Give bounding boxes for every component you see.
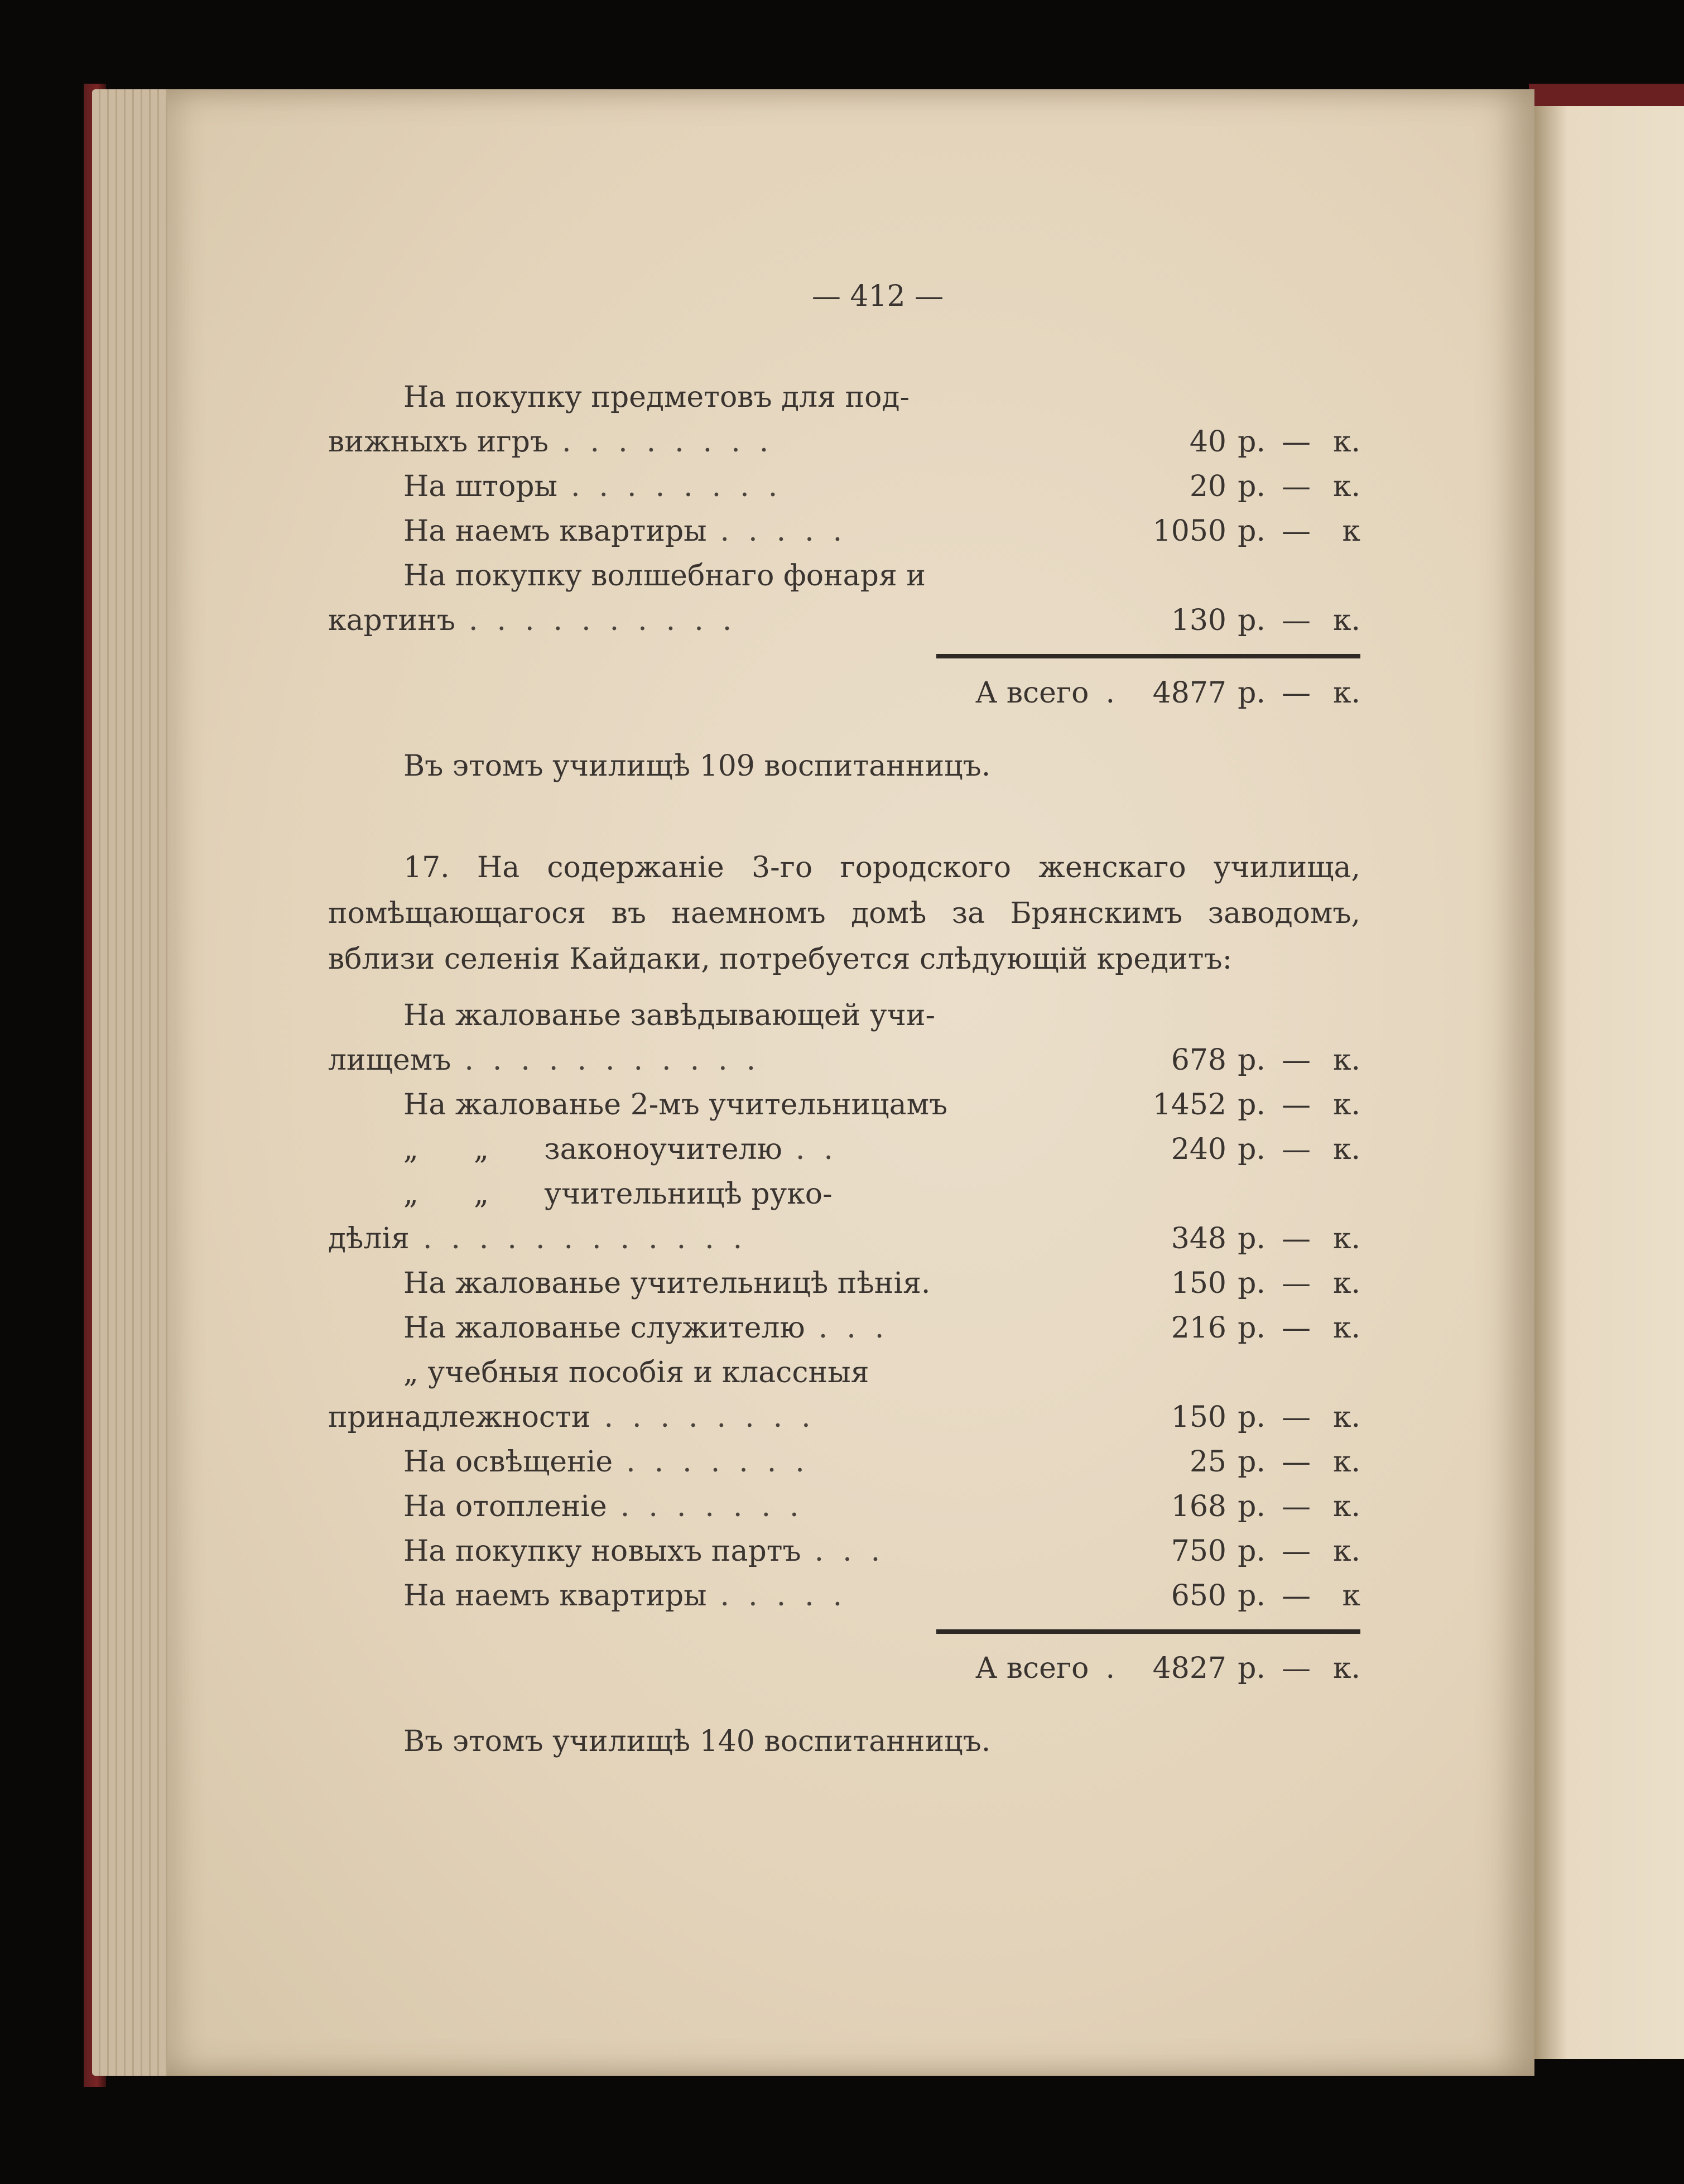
- pupil-count-note: Въ этомъ училищѣ 109 воспитанницъ.: [403, 749, 991, 783]
- kopeks-unit: к.: [1332, 1401, 1360, 1434]
- dot-leader: .....: [720, 514, 862, 548]
- rubles-unit: р.: [1238, 1534, 1266, 1568]
- kopeks-unit: к.: [1332, 1133, 1360, 1166]
- item-line1: „ „ учительницѣ руко-: [403, 1177, 833, 1211]
- line-item: [328, 1038, 1360, 1083]
- line-item: [328, 1529, 1360, 1574]
- total-dot: .: [1105, 1652, 1115, 1685]
- kopeks-dash: —: [1282, 1445, 1311, 1479]
- item-amount: 1050: [1152, 514, 1226, 548]
- rubles-unit: р.: [1238, 604, 1266, 637]
- item-label: лищемъ: [328, 1043, 451, 1077]
- kopeks-dash: —: [1282, 1534, 1311, 1568]
- dot-leader: ............: [422, 1222, 762, 1255]
- line-item: [328, 1261, 1360, 1306]
- kopeks-dash: —: [1282, 1267, 1311, 1300]
- kopeks-unit: к: [1342, 1579, 1360, 1613]
- item-amount: 150: [1171, 1401, 1226, 1434]
- kopeks-unit: к.: [1332, 1490, 1360, 1523]
- dot-leader: ...........: [464, 1043, 775, 1077]
- kopeks-unit: к.: [1332, 470, 1360, 503]
- section-b-items: [328, 993, 1360, 1618]
- item-label: принадлежности: [328, 1401, 591, 1434]
- rubles-unit: р.: [1238, 1490, 1266, 1523]
- section-a-items: [328, 375, 1360, 643]
- kopeks-unit: к.: [1332, 1652, 1360, 1685]
- section-intro: 17. На содержаніе 3-го городского женскаго училища, помѣщающагося въ наемномъ домѣ за Брянскимъ заводомъ, вблизи селенія Кайдаки, потребуется слѣдующій кредитъ:: [328, 851, 1360, 976]
- dot-leader: ..........: [468, 604, 751, 637]
- total-amount: 4827: [1152, 1652, 1226, 1685]
- kopeks-unit: к.: [1332, 425, 1360, 459]
- dot-leader: ...: [814, 1534, 899, 1568]
- item-label: вижныхъ игръ: [328, 425, 549, 459]
- item-label: „ „ законоучителю: [403, 1133, 782, 1166]
- line-item: [328, 1127, 1360, 1172]
- dot-leader: ........: [604, 1401, 830, 1434]
- line-item: [328, 1440, 1360, 1484]
- kopeks-unit: к.: [1332, 604, 1360, 637]
- kopeks-dash: —: [1282, 470, 1311, 503]
- rubles-unit: р.: [1238, 1579, 1266, 1613]
- kopeks-dash: —: [1282, 604, 1311, 637]
- kopeks-dash: —: [1282, 1579, 1311, 1613]
- item-amount: 348: [1171, 1222, 1226, 1255]
- rubles-unit: р.: [1238, 1652, 1266, 1685]
- page-number: — 412 —: [811, 280, 944, 313]
- sum-rule: [328, 1618, 1360, 1646]
- item-amount: 750: [1171, 1534, 1226, 1568]
- item-label: На наемъ квартиры: [403, 514, 707, 548]
- kopeks-unit: к.: [1332, 1043, 1360, 1077]
- total-label: А всего: [975, 676, 1089, 710]
- rubles-unit: р.: [1238, 514, 1266, 548]
- kopeks-dash: —: [1282, 1222, 1311, 1255]
- rubles-unit: р.: [1238, 425, 1266, 459]
- line-item: [328, 1083, 1360, 1127]
- kopeks-dash: —: [1282, 1311, 1311, 1345]
- kopeks-dash: —: [1282, 1043, 1311, 1077]
- line-item: [328, 464, 1360, 509]
- dot-leader: ...: [818, 1311, 903, 1345]
- kopeks-unit: к.: [1332, 1311, 1360, 1345]
- kopeks-dash: —: [1282, 425, 1311, 459]
- item-label: На шторы: [403, 470, 557, 503]
- page-text: [328, 273, 1360, 1764]
- total-row: [328, 671, 1360, 715]
- total-dot: .: [1105, 676, 1115, 710]
- line-item: [328, 1484, 1360, 1529]
- kopeks-unit: к.: [1332, 676, 1360, 710]
- line-item: [328, 1216, 1360, 1261]
- item-label: На покупку новыхъ партъ: [403, 1534, 801, 1568]
- kopeks-dash: —: [1282, 1133, 1311, 1166]
- kopeks-unit: к.: [1332, 1534, 1360, 1568]
- item-label: На жалованье учительницѣ пѣнія.: [403, 1267, 931, 1300]
- item-label: картинъ: [328, 604, 455, 637]
- dot-leader: .......: [626, 1445, 824, 1479]
- rubles-unit: р.: [1238, 1267, 1266, 1300]
- kopeks-dash: —: [1282, 1401, 1311, 1434]
- rubles-unit: р.: [1238, 1401, 1266, 1434]
- total-label: А всего: [975, 1652, 1089, 1685]
- kopeks-unit: к.: [1332, 1222, 1360, 1255]
- line-item: [328, 420, 1360, 464]
- item-label: На жалованье служителю: [403, 1311, 805, 1345]
- rubles-unit: р.: [1238, 1043, 1266, 1077]
- line-item: [328, 598, 1360, 643]
- rubles-unit: р.: [1238, 1222, 1266, 1255]
- dot-leader: ........: [570, 470, 797, 503]
- rubles-unit: р.: [1238, 1445, 1266, 1479]
- dot-leader: ..: [795, 1133, 852, 1166]
- item-label: дѣлія: [328, 1222, 410, 1255]
- item-amount: 150: [1171, 1267, 1226, 1300]
- item-amount: 678: [1171, 1043, 1226, 1077]
- total-row: [328, 1646, 1360, 1691]
- line-item: [328, 509, 1360, 554]
- pupil-count-note: Въ этомъ училищѣ 140 воспитанницъ.: [403, 1725, 991, 1758]
- item-amount: 25: [1189, 1445, 1226, 1479]
- rubles-unit: р.: [1238, 1133, 1266, 1166]
- rubles-unit: р.: [1238, 676, 1266, 710]
- kopeks-unit: к: [1342, 514, 1360, 548]
- item-label: На наемъ квартиры: [403, 1579, 707, 1613]
- item-label: На отопленіе: [403, 1490, 607, 1523]
- total-amount: 4877: [1152, 676, 1226, 710]
- rubles-unit: р.: [1238, 470, 1266, 503]
- item-line1: „ учебныя пособія и классныя: [403, 1356, 869, 1389]
- item-amount: 130: [1171, 604, 1226, 637]
- item-amount: 1452: [1152, 1088, 1226, 1122]
- kopeks-unit: к.: [1332, 1445, 1360, 1479]
- kopeks-unit: к.: [1332, 1267, 1360, 1300]
- item-amount: 216: [1171, 1311, 1226, 1345]
- line-item: [328, 1395, 1360, 1440]
- kopeks-unit: к.: [1332, 1088, 1360, 1122]
- kopeks-dash: —: [1282, 514, 1311, 548]
- item-label: На жалованье 2-мъ учительницамъ: [403, 1088, 948, 1122]
- item-amount: 650: [1171, 1579, 1226, 1613]
- item-line1: На жалованье завѣдывающей учи-: [403, 999, 936, 1032]
- rubles-unit: р.: [1238, 1311, 1266, 1345]
- rubles-unit: р.: [1238, 1088, 1266, 1122]
- item-amount: 168: [1171, 1490, 1226, 1523]
- item-amount: 20: [1189, 470, 1226, 503]
- dot-leader: .......: [620, 1490, 818, 1523]
- item-amount: 40: [1189, 425, 1226, 459]
- dot-leader: .....: [720, 1579, 862, 1613]
- line-item: [328, 1574, 1360, 1618]
- facing-page: [1534, 106, 1684, 2059]
- kopeks-dash: —: [1282, 1088, 1311, 1122]
- item-label: На освѣщеніе: [403, 1445, 613, 1479]
- kopeks-dash: —: [1282, 676, 1311, 710]
- dot-leader: ........: [562, 425, 788, 459]
- sum-rule: [328, 643, 1360, 671]
- line-item: [328, 1306, 1360, 1350]
- item-line1: На покупку предметовъ для под-: [403, 381, 910, 414]
- item-amount: 240: [1171, 1133, 1226, 1166]
- kopeks-dash: —: [1282, 1652, 1311, 1685]
- kopeks-dash: —: [1282, 1490, 1311, 1523]
- item-line1: На покупку волшебнаго фонаря и: [403, 559, 926, 593]
